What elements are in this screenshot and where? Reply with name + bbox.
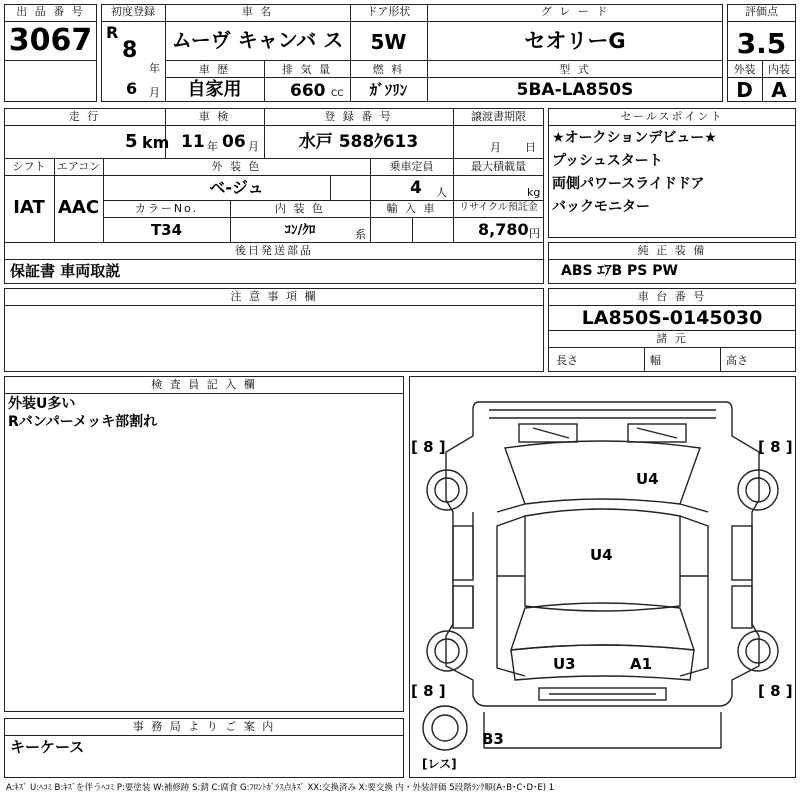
model-value: 5BA-LA850S (516, 80, 634, 100)
inspection-month-unit: 月 (248, 140, 259, 153)
office-label: 事 務 局 よ り ご 案 内 (132, 720, 276, 733)
max-load-label: 最大積載量 (471, 160, 526, 173)
car-name-value: ムーヴ キャンバ ス (171, 28, 344, 52)
score-value: 3.5 (736, 27, 787, 60)
registration-number-value: 水戸 588ｸ613 (298, 132, 419, 152)
recycle-fee-label: リサイクル預託金 (459, 202, 538, 213)
damage-mark-hood: U4 (636, 470, 659, 488)
registration-number-label: 登 録 番 号 (324, 110, 393, 123)
genuine-equipment-value: ABS ｴｱB PS PW (561, 263, 678, 279)
tire-rear-left: [ 8 ] (411, 682, 446, 700)
exterior-grade-label: 外装 (733, 63, 756, 76)
sales-point-item: プッシュスタート (552, 153, 663, 169)
damage-mark-bumper: B3 (482, 730, 504, 748)
displacement-label: 排 気 量 (282, 63, 332, 76)
fuel-label: 燃 料 (372, 63, 405, 76)
damage-mark-rear-right: A1 (630, 655, 653, 673)
damage-mark-roof: U4 (590, 546, 613, 564)
tire-rear-right: [ 8 ] (758, 682, 793, 700)
history-value: 自家用 (187, 79, 242, 100)
tire-front-right: [ 8 ] (758, 438, 793, 456)
exterior-color-value: ベ-ジュ (209, 178, 264, 197)
later-parts-label: 後日発送部品 (235, 244, 313, 257)
model-label: 型 式 (559, 63, 591, 76)
interior-color-value: ｺﾝ/ｸﾛ (284, 223, 316, 238)
chassis-number-value: LA850S-0145030 (581, 307, 763, 329)
inspection-year-unit: 年 (207, 140, 218, 153)
transfer-deadline-label: 譲渡書期限 (471, 110, 526, 123)
year-unit: 年 (149, 62, 160, 75)
capacity-value: 4 (410, 178, 422, 198)
km-unit: km (142, 133, 170, 152)
recycle-fee-value: 8,780 (478, 220, 529, 239)
registration-month-value: 6 (126, 79, 138, 98)
inspection-label: 車 検 (198, 110, 231, 123)
spare-tire-label: [レス] (422, 757, 457, 771)
inspector-note: 外装U多い (8, 396, 76, 412)
chassis-number-label: 車 台 番 号 (637, 290, 707, 303)
car-diagram (409, 376, 796, 778)
month-unit: 月 (149, 86, 160, 99)
history-label: 車 歴 (198, 63, 231, 76)
door-label: ドア形状 (366, 5, 411, 18)
lot-number-label: 出 品 番 号 (16, 5, 85, 18)
notes-label: 注 意 事 項 欄 (230, 290, 318, 303)
inspector-note: Rバンパーメッキ部割れ (8, 414, 158, 430)
grade-value: セオリーG (524, 29, 626, 53)
sales-point-item: バックモニター (552, 199, 650, 215)
score-label: 評価点 (745, 5, 778, 18)
width-label: 幅 (650, 354, 661, 367)
mileage-value: 5 (125, 131, 138, 152)
era-value: R (106, 23, 119, 42)
inspector-label: 検 査 員 記 入 欄 (151, 378, 257, 391)
genuine-equipment-label: 純 正 装 備 (637, 244, 707, 257)
sales-point-item: 両側パワースライドドア (552, 176, 705, 192)
import-label: 輸 入 車 (386, 202, 437, 215)
color-suffix: 系 (355, 228, 366, 241)
grade-label: グ レ ー ド (540, 5, 610, 18)
tire-front-left: [ 8 ] (411, 438, 446, 456)
later-parts-value: 保証書 車両取説 (10, 262, 121, 280)
capacity-label: 乗車定員 (389, 160, 434, 173)
sales-points-box (548, 108, 796, 238)
people-unit: 人 (436, 186, 447, 199)
kg-unit: kg (527, 186, 541, 199)
color-number-value: T34 (150, 221, 183, 239)
inspection-year-value: 11 (181, 132, 205, 152)
car-name-label: 車 名 (241, 5, 274, 18)
exterior-color-label: 外 装 色 (211, 160, 262, 173)
shift-label: シフト (12, 160, 46, 173)
office-value: キーケース (10, 738, 85, 756)
registration-year-value: 8 (122, 38, 138, 63)
interior-grade-value: A (771, 78, 787, 102)
dimensions-label: 諸 元 (656, 332, 688, 345)
interior-color-label: 内 装 色 (275, 202, 325, 215)
aircon-value: AAC (57, 197, 100, 218)
door-value: 5W (370, 30, 407, 54)
sales-point-item: ★オークションデビュー★ (552, 130, 717, 146)
sales-points-label: セールスポイント (620, 110, 724, 123)
yen-unit: 円 (529, 227, 540, 240)
interior-grade-label: 内装 (768, 63, 790, 76)
color-number-label: カラーNo. (134, 202, 199, 215)
displacement-value: 660 (290, 81, 326, 101)
cc-unit: CC (331, 89, 344, 99)
transfer-day-unit: 日 (525, 141, 536, 154)
height-label: 高さ (726, 354, 748, 367)
fuel-value: ｶﾞｿﾘﾝ (369, 81, 408, 99)
mileage-label: 走 行 (68, 110, 101, 123)
legend-text: A:ｷｽﾞ U:ﾍｺﾐ B:ｷｽﾞを伴うﾍｺﾐ P:要塗装 W:補修跡 S:錆 C:腐食 G:ﾌﾛﾝﾄｶﾞﾗｽ点ｷｽﾞ XX:交換済み X:要交換 内・外装評価 5段階ﾗﾝｸ順(A･B･C･D･E) 1 (6, 783, 555, 793)
shift-value: IAT (13, 197, 45, 218)
length-label: 長さ (556, 354, 578, 367)
damage-mark-rear-left: U3 (553, 655, 576, 673)
exterior-grade-value: D (736, 78, 753, 102)
aircon-label: エアコン (56, 160, 101, 173)
first-registration-label: 初度登録 (111, 5, 155, 18)
transfer-month-unit: 月 (490, 141, 501, 154)
inspection-month-value: 06 (222, 132, 246, 152)
lot-number-value: 3067 (8, 23, 93, 58)
